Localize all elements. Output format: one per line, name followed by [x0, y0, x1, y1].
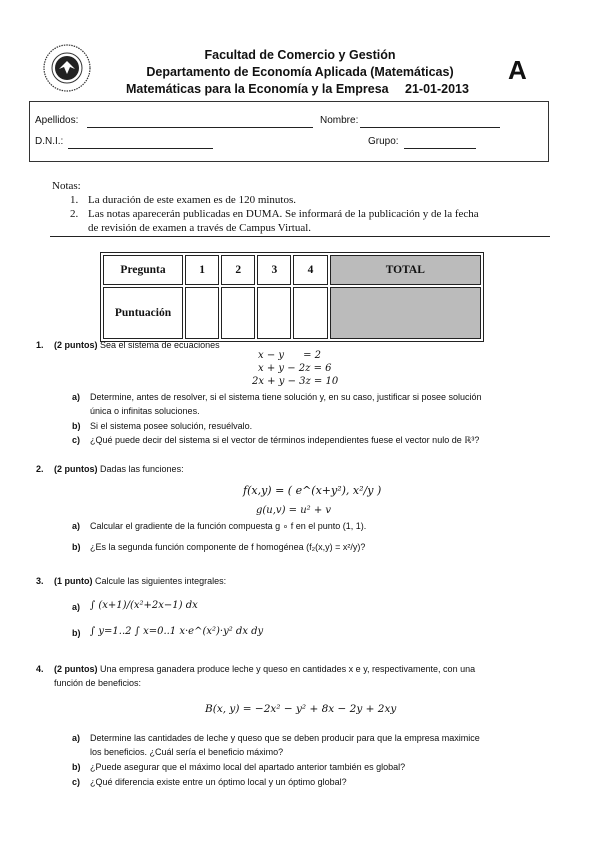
q1-c-label: c): [72, 435, 81, 445]
grupo-field[interactable]: [404, 148, 476, 149]
nombre-field[interactable]: [360, 127, 500, 128]
q1-eq-2: x + y − 2z = 6: [258, 363, 332, 374]
grupo-label: Grupo:: [368, 136, 399, 147]
dni-label: D.N.I.:: [35, 136, 64, 147]
q3-statement: (1 punto) Calcule las siguientes integrales:: [54, 576, 227, 586]
course-title: Matemáticas para la Economía y la Empresa: [126, 82, 389, 96]
score-cell-4[interactable]: [293, 287, 327, 339]
q4-b-text: ¿Puede asegurar que el máximo local del apartado anterior también es global?: [90, 762, 406, 772]
department-title: Departamento de Economía Aplicada (Matemáticas): [146, 65, 454, 79]
dni-field[interactable]: [68, 148, 213, 149]
score-table: [100, 252, 484, 342]
score-header-2: 2: [221, 255, 255, 285]
q2-b-label: b): [72, 542, 81, 552]
q4-a-text: Determine las cantidades de leche y queso que se deben producir para que la empresa maximice: [90, 733, 480, 743]
q1-statement: (2 puntos) Sea el sistema de ecuaciones: [54, 340, 220, 350]
q3-b-label: b): [72, 628, 81, 638]
q1-eq-1: x − y = 2: [258, 350, 322, 361]
exam-version: A: [508, 55, 527, 85]
q2-b-text: ¿Es la segunda función componente de f homogénea (f₂(x,y) = x²/y)?: [90, 542, 366, 552]
q4-number: 4.: [36, 664, 44, 674]
q4-c-label: c): [72, 777, 81, 787]
apellidos-field[interactable]: [87, 127, 313, 128]
nombre-label: Nombre:: [320, 115, 359, 126]
score-cell-2[interactable]: [221, 287, 255, 339]
note-2-num: 2.: [70, 208, 79, 220]
q3-a-label: a): [72, 602, 81, 612]
score-cell-3[interactable]: [257, 287, 291, 339]
q4-c-text: ¿Qué diferencia existe entre un óptimo local y un óptimo global?: [90, 777, 347, 787]
q4-statement-cont: función de beneficios:: [54, 678, 142, 688]
q1-a-label: a): [72, 392, 81, 402]
note-2-text: Las notas aparecerán publicadas en DUMA. Se informará de la publicación y de la fecha: [88, 208, 479, 220]
university-seal-logo: [42, 43, 92, 93]
score-cell-total[interactable]: [330, 287, 481, 339]
q1-a-text: Determine, antes de resolver, si el sistema tiene solución y, en su caso, justificar si posee solución: [90, 392, 482, 402]
student-info-box: [29, 101, 549, 162]
q4-statement: (2 puntos) Una empresa ganadera produce leche y queso en cantidades x e y, respectivamente, con una: [54, 664, 476, 674]
q2-g-definition: g(u,v) = u² + v: [256, 505, 332, 516]
note-2-text-cont: de revisión de examen a través de Campus Virtual.: [88, 222, 312, 234]
score-cell-1[interactable]: [185, 287, 219, 339]
notes-divider: [50, 236, 550, 237]
q2-statement: (2 puntos) Dadas las funciones:: [54, 464, 184, 474]
score-header-pregunta: Pregunta: [103, 255, 183, 285]
q4-b-label: b): [72, 762, 81, 772]
q4-a-text-cont: los beneficios. ¿Cuál sería el beneficio máximo?: [90, 747, 284, 757]
q4-a-label: a): [72, 733, 81, 743]
score-row-label: Puntuación: [103, 287, 183, 339]
q1-b-text: Si el sistema posee solución, resuélvalo.: [90, 421, 253, 431]
score-header-4: 4: [293, 255, 327, 285]
score-header-total: TOTAL: [330, 255, 481, 285]
q1-c-text: ¿Qué puede decir del sistema si el vector de términos independientes fuese el vector nulo de ℝ³?: [90, 435, 480, 445]
note-1-text: La duración de este examen es de 120 minutos.: [88, 194, 297, 206]
q4-benefit-function: B(x, y) = −2x² − y² + 8x − 2y + 2xy: [205, 703, 397, 715]
q1-number: 1.: [36, 340, 44, 350]
score-header-1: 1: [185, 255, 219, 285]
q1-a-text-cont: única o infinitas soluciones.: [90, 406, 200, 416]
q2-a-label: a): [72, 521, 81, 531]
q1-b-label: b): [72, 421, 81, 431]
score-header-3: 3: [257, 255, 291, 285]
q3-number: 3.: [36, 576, 44, 586]
q3-a-integral: ∫ (x+1)/(x²+2x−1) dx: [90, 600, 198, 611]
exam-date: 21-01-2013: [405, 82, 469, 96]
notes-title: Notas:: [52, 180, 81, 192]
q1-eq-3: 2x + y − 3z = 10: [252, 376, 339, 387]
q2-f-definition: f(x,y) = ( e^(x+y²), x²/y ): [243, 484, 382, 497]
apellidos-label: Apellidos:: [35, 115, 79, 126]
q2-a-text: Calcular el gradiente de la función compuesta g ∘ f en el punto (1, 1).: [90, 521, 367, 531]
note-1-num: 1.: [70, 194, 79, 206]
q3-b-integral: ∫ y=1..2 ∫ x=0..1 x·e^(x²)·y² dx dy: [90, 626, 264, 637]
q2-number: 2.: [36, 464, 44, 474]
faculty-title: Facultad de Comercio y Gestión: [204, 48, 396, 62]
